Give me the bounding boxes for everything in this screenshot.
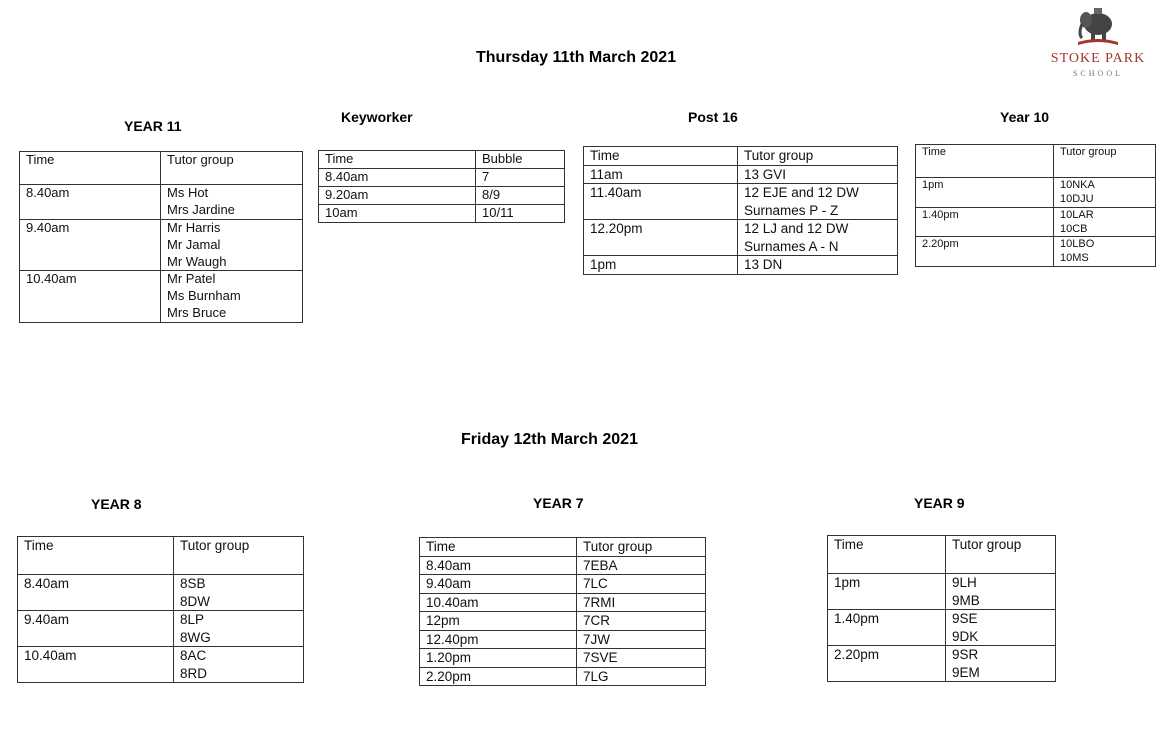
header-tutor-group: Tutor group <box>946 536 1056 574</box>
group-name: 9MB <box>952 592 980 608</box>
time-cell: 9.20am <box>319 186 476 204</box>
group-name: 8SB <box>180 576 206 591</box>
group-name: Mrs Bruce <box>167 305 227 321</box>
group-name: 10CB <box>1060 222 1088 235</box>
time-cell: 8.40am <box>20 185 161 220</box>
year9-title: YEAR 9 <box>914 495 965 511</box>
group-cell <box>738 220 898 256</box>
group-name: 9SR <box>952 647 979 663</box>
group-name: 8RD <box>180 665 208 681</box>
group-name: 12 LJ and 12 DW <box>744 221 849 237</box>
table-row <box>420 593 706 612</box>
group-cell: 13 GVI <box>738 165 898 184</box>
bubble-cell: 8/9 <box>476 186 565 204</box>
time-cell: 2.20pm <box>916 237 1054 267</box>
table-row <box>20 185 303 220</box>
table-row <box>584 184 898 220</box>
bubble-cell: 10/11 <box>476 204 565 222</box>
group-cell <box>161 219 303 271</box>
time-cell: 1pm <box>916 178 1054 208</box>
header-tutor-group: Tutor group <box>161 152 303 185</box>
time-cell: 2.20pm <box>828 646 946 682</box>
group-cell <box>946 646 1056 682</box>
elephant-book-icon <box>1042 4 1154 50</box>
header-time: Time <box>20 152 161 185</box>
header-bubble: Bubble <box>476 151 565 169</box>
group-cell <box>174 647 304 683</box>
group-cell: 7SVE <box>577 649 706 668</box>
time-cell: 12.20pm <box>584 220 738 256</box>
time-cell: 10am <box>319 204 476 222</box>
bubble-cell: 7 <box>476 168 565 186</box>
time-cell: 9.40am <box>18 611 174 647</box>
year7-table <box>419 537 706 686</box>
table-header-row <box>584 147 898 166</box>
time-cell: 1pm <box>828 574 946 610</box>
table-row <box>916 207 1156 237</box>
year11-title: YEAR 11 <box>124 118 182 134</box>
group-name: Mrs Jardine <box>167 201 235 217</box>
group-cell: 13 DN <box>738 256 898 275</box>
group-cell <box>946 574 1056 610</box>
table-row <box>828 646 1056 682</box>
header-time: Time <box>420 538 577 557</box>
table-row <box>18 575 304 611</box>
time-cell: 1.40pm <box>916 207 1054 237</box>
group-cell: 7JW <box>577 630 706 649</box>
table-row <box>420 612 706 631</box>
time-cell: 9.40am <box>20 219 161 271</box>
group-cell <box>161 185 303 220</box>
group-name: 10MS <box>1060 252 1089 265</box>
table-row <box>916 237 1156 267</box>
time-cell: 1pm <box>584 256 738 275</box>
group-name: 9EM <box>952 664 980 680</box>
group-name: Mr Patel <box>167 271 216 287</box>
header-time: Time <box>916 145 1054 178</box>
group-name: 8DW <box>180 593 210 609</box>
table-row <box>584 220 898 256</box>
group-cell <box>161 271 303 323</box>
time-cell: 2.20pm <box>420 667 577 686</box>
header-time: Time <box>319 151 476 169</box>
group-name: Surnames A - N <box>744 238 839 254</box>
thursday-heading: Thursday 11th March 2021 <box>476 49 677 66</box>
header-tutor-group: Tutor group <box>1054 145 1156 178</box>
group-name: 9LH <box>952 575 977 590</box>
keyworker-title: Keyworker <box>341 109 413 125</box>
year9-table <box>827 535 1056 682</box>
year10-title: Year 10 <box>1000 109 1050 125</box>
group-cell <box>174 575 304 611</box>
keyworker-table <box>318 150 565 223</box>
group-name: 9SE <box>952 611 978 627</box>
group-name: Surnames P - Z <box>744 202 839 218</box>
group-name: 8AC <box>180 648 207 664</box>
group-name: Ms Burnham <box>167 288 241 304</box>
table-header-row <box>319 151 565 169</box>
table-row <box>18 647 304 683</box>
table-header-row <box>20 152 303 185</box>
header-time: Time <box>18 537 174 575</box>
group-cell: 7LG <box>577 667 706 686</box>
time-cell: 11am <box>584 165 738 184</box>
logo-name: STOKE PARK <box>1050 51 1146 66</box>
year8-table <box>17 536 304 683</box>
post16-title: Post 16 <box>688 109 738 125</box>
table-row <box>420 630 706 649</box>
table-row <box>828 574 1056 610</box>
time-cell: 1.40pm <box>828 610 946 646</box>
table-row <box>20 219 303 271</box>
table-row <box>584 256 898 275</box>
group-cell <box>1054 237 1156 267</box>
time-cell: 10.40am <box>20 271 161 323</box>
time-cell: 10.40am <box>420 593 577 612</box>
year11-table <box>19 151 303 323</box>
table-row <box>319 186 565 204</box>
header-tutor-group: Tutor group <box>577 538 706 557</box>
time-cell: 12.40pm <box>420 630 577 649</box>
table-row <box>420 556 706 575</box>
time-cell: 10.40am <box>18 647 174 683</box>
group-name: 9DK <box>952 628 979 644</box>
group-cell <box>738 184 898 220</box>
table-header-row <box>916 145 1156 178</box>
table-row <box>828 610 1056 646</box>
time-cell: 8.40am <box>420 556 577 575</box>
group-name: 8LP <box>180 612 205 628</box>
group-name: 10LAR <box>1060 208 1094 221</box>
header-tutor-group: Tutor group <box>174 537 304 575</box>
group-cell <box>1054 207 1156 237</box>
table-row <box>420 667 706 686</box>
table-header-row <box>18 537 304 575</box>
group-cell: 7LC <box>577 575 706 594</box>
table-row <box>420 649 706 668</box>
table-row <box>319 204 565 222</box>
time-cell: 12pm <box>420 612 577 631</box>
time-cell: 8.40am <box>319 168 476 186</box>
table-row <box>916 178 1156 208</box>
table-row <box>319 168 565 186</box>
logo-subtitle: SCHOOL <box>1072 69 1123 78</box>
group-cell: 7CR <box>577 612 706 631</box>
group-name: Mr Jamal <box>167 236 221 252</box>
group-name: Mr Harris <box>167 219 221 235</box>
table-row <box>18 611 304 647</box>
year10-table <box>915 144 1156 267</box>
year7-title: YEAR 7 <box>533 495 584 511</box>
table-row <box>420 575 706 594</box>
group-cell: 7EBA <box>577 556 706 575</box>
table-row <box>20 271 303 323</box>
header-tutor-group: Tutor group <box>738 147 898 166</box>
group-name: 8WG <box>180 629 211 645</box>
group-cell <box>946 610 1056 646</box>
group-cell <box>174 611 304 647</box>
group-name: 10LBO <box>1060 238 1095 251</box>
group-cell: 7RMI <box>577 593 706 612</box>
post16-table <box>583 146 898 275</box>
time-cell: 1.20pm <box>420 649 577 668</box>
time-cell: 9.40am <box>420 575 577 594</box>
group-name: Mr Waugh <box>167 253 227 269</box>
table-header-row <box>420 538 706 557</box>
group-name: 10DJU <box>1060 193 1094 206</box>
group-name: 12 EJE and 12 DW <box>744 185 859 201</box>
time-cell: 8.40am <box>18 575 174 611</box>
school-logo <box>1042 4 1154 84</box>
group-name: 10NKA <box>1060 179 1095 191</box>
time-cell: 11.40am <box>584 184 738 220</box>
friday-heading: Friday 12th March 2021 <box>461 431 638 448</box>
header-time: Time <box>584 147 738 166</box>
header-time: Time <box>828 536 946 574</box>
group-name: Ms Hot <box>167 185 209 200</box>
group-cell <box>1054 178 1156 208</box>
table-row <box>584 165 898 184</box>
year8-title: YEAR 8 <box>91 496 142 512</box>
table-header-row <box>828 536 1056 574</box>
